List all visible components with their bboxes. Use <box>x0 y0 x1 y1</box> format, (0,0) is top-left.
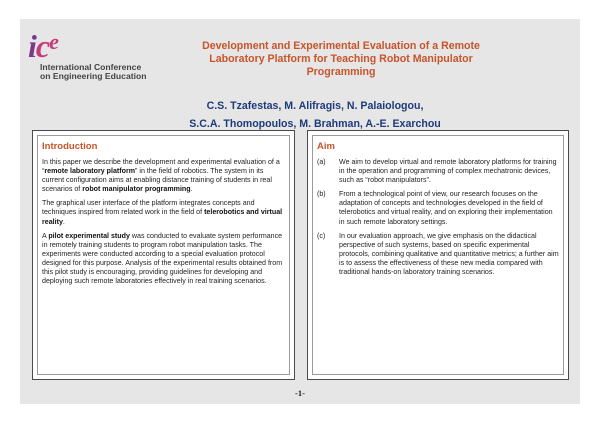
aim-item-b <box>317 190 559 226</box>
aim-item-label: (b) <box>317 190 326 199</box>
emphasis-text: telerobotics and virtual reality <box>42 208 283 226</box>
body-text: was conducted to evaluate system performance in remotely training students to program robot manipulation tasks. The experiments were conducted according to a special evaluation protocol designed for this purpose. Analysis of the experimental results obtained from this pilot study is encouraging, providing guidelines for developing and deploying such remote laboratories effectively in real training scenarios. <box>42 231 283 286</box>
aim-item-text: From a technological point of view, our research focuses on the adaptation of concepts and technologies developed in the field of telerobotics and virtual reality, and on exploring their implementation in such remote laboratory settings. <box>339 190 553 226</box>
intro-paragraph-2 <box>42 199 285 226</box>
body-text: . <box>190 185 193 194</box>
emphasis-text: remote laboratory platform <box>44 167 136 176</box>
paper-title: Development and Experimental Evaluation of a Remote Laboratory Platform for Teaching Robot Manipulator Programming <box>202 40 480 78</box>
introduction-heading: Introduction <box>42 141 98 152</box>
body-text: ” in the field of robotics. The system in its current configuration aims at enabling distance training of students in real scenarios of <box>42 167 272 194</box>
intro-paragraph-3 <box>42 232 285 287</box>
emphasis-text: robot manipulator programming <box>82 185 191 194</box>
emphasis-text: pilot experimental study <box>48 231 130 240</box>
aim-content <box>317 158 559 282</box>
aim-item-text: In our evaluation approach, we give emphasis on the didactical perspective of such systems, based on specific experimental protocols, combining qualitative and quantitative metrics; a further aim is to assess the effectiveness of these new media compared with traditional hands-on laboratory training scenarios. <box>339 231 559 277</box>
logo-text-line2: on Engineering Education <box>40 71 147 81</box>
aim-panel <box>307 130 569 380</box>
authors-line2: S.C.A. Thomopoulos, M. Brahman, A.-E. Exarchou <box>189 118 441 130</box>
conference-logo <box>28 28 188 81</box>
body-text: . <box>62 217 65 226</box>
logo-text-line1: International Conference <box>40 62 142 72</box>
ice-logo-mark <box>28 28 58 65</box>
aim-item-label: (c) <box>317 231 326 240</box>
introduction-content <box>42 158 285 291</box>
logo-letter-e: e <box>49 29 58 54</box>
body-text: A <box>42 231 49 240</box>
body-text: In this paper we describe the development and experimental evaluation of a “ <box>42 158 280 176</box>
aim-item-label: (a) <box>317 158 326 166</box>
introduction-panel <box>32 130 295 380</box>
aim-item-a <box>317 158 559 185</box>
authors <box>160 97 470 133</box>
aim-item-c <box>317 232 559 277</box>
authors-line1: C.S. Tzafestas, M. Alifragis, N. Palaiologou, <box>206 100 424 112</box>
logo-letter-i: i <box>28 28 36 64</box>
logo-letter-c: c <box>35 28 50 64</box>
aim-heading: Aim <box>317 141 335 152</box>
body-text: The graphical user interface of the platform integrates concepts and techniques inspired from related work in the field of <box>42 199 255 217</box>
page-number: -1- <box>295 388 305 398</box>
intro-paragraph-1 <box>42 158 285 194</box>
aim-item-text: We aim to develop virtual and remote laboratory platforms for training in the operation and programming of complex mechatronic devices, such as “robot manipulators”. <box>339 158 557 185</box>
